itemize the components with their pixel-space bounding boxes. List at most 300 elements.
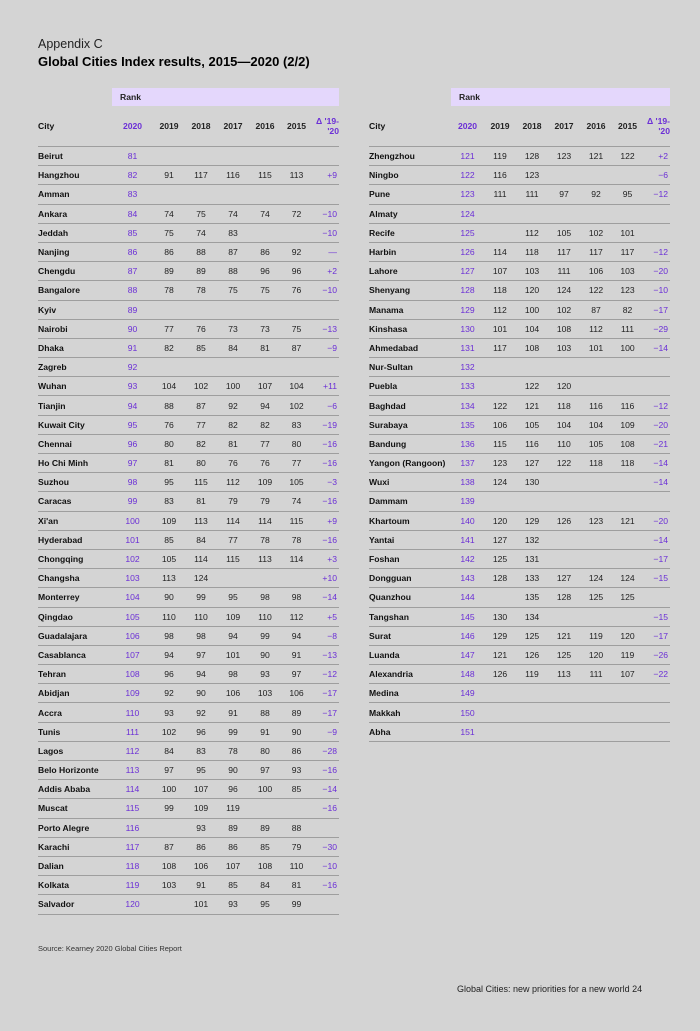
city-cell: Chongqing — [38, 549, 112, 568]
rank-2015-cell: 109 — [612, 415, 643, 434]
rank-2016-cell — [580, 358, 612, 377]
rank-2017-cell: 118 — [548, 396, 580, 415]
rank-2016-cell — [580, 492, 612, 511]
rank-2016-cell: 103 — [249, 684, 281, 703]
rank-2015-cell — [281, 147, 312, 166]
rank-2017-cell: 95 — [217, 588, 249, 607]
city-cell: Ningbo — [369, 166, 451, 185]
rank-2016-cell: 98 — [249, 588, 281, 607]
rank-2017-cell: 113 — [548, 665, 580, 684]
city-cell: Dammam — [369, 492, 451, 511]
delta-cell: −30 — [312, 837, 339, 856]
table-row — [38, 761, 339, 780]
rank-2019-cell: 92 — [153, 684, 185, 703]
rank-2017-cell: 79 — [217, 492, 249, 511]
rank-2017-cell: 86 — [217, 837, 249, 856]
rank-2020-cell: 135 — [451, 415, 484, 434]
rank-2020-cell: 125 — [451, 223, 484, 242]
rank-2016-cell: 106 — [580, 262, 612, 281]
table-row — [38, 722, 339, 741]
rank-2020-cell: 116 — [112, 818, 153, 837]
table-row — [38, 895, 339, 914]
rank-2018-cell: 89 — [185, 262, 217, 281]
rank-2016-cell: 95 — [249, 895, 281, 914]
rank-2017-cell: 110 — [548, 434, 580, 453]
delta-cell: −17 — [312, 703, 339, 722]
rank-2016-cell: 119 — [580, 626, 612, 645]
delta-cell — [643, 722, 670, 741]
rank-2019-cell: 102 — [153, 722, 185, 741]
rank-2017-cell — [548, 473, 580, 492]
delta-cell: −17 — [643, 626, 670, 645]
table-row — [369, 223, 670, 242]
rank-2018-cell: 91 — [185, 876, 217, 895]
rank-2016-cell — [249, 569, 281, 588]
table-row — [369, 262, 670, 281]
column-header-2020: 2020 — [451, 106, 484, 147]
rank-2017-cell: 126 — [548, 511, 580, 530]
city-cell: Surat — [369, 626, 451, 645]
rank-2019-cell: 99 — [153, 799, 185, 818]
rank-2015-cell: 104 — [281, 377, 312, 396]
delta-cell — [643, 588, 670, 607]
rank-2020-cell: 98 — [112, 473, 153, 492]
rank-2018-cell: 128 — [516, 147, 548, 166]
rank-2020-cell: 148 — [451, 665, 484, 684]
table-row — [38, 549, 339, 568]
rank-2019-cell: 119 — [484, 147, 516, 166]
rank-2020-cell: 108 — [112, 665, 153, 684]
city-cell: Ho Chi Minh — [38, 454, 112, 473]
rank-2017-cell: 103 — [548, 338, 580, 357]
city-cell: Abidjan — [38, 684, 112, 703]
rank-2015-cell: 76 — [281, 281, 312, 300]
delta-cell: −21 — [643, 434, 670, 453]
rank-2018-cell: 99 — [185, 588, 217, 607]
rank-2015-cell — [281, 300, 312, 319]
rank-2018-cell: 134 — [516, 607, 548, 626]
rank-2020-cell: 104 — [112, 588, 153, 607]
rank-2018-cell — [516, 684, 548, 703]
delta-cell — [312, 300, 339, 319]
city-cell: Lahore — [369, 262, 451, 281]
city-cell: Khartoum — [369, 511, 451, 530]
rank-2017-cell — [548, 607, 580, 626]
rank-2017-cell: 123 — [548, 147, 580, 166]
rank-2020-cell: 87 — [112, 262, 153, 281]
city-cell: Tianjin — [38, 396, 112, 415]
delta-cell: −16 — [312, 876, 339, 895]
table-row — [38, 684, 339, 703]
rank-2015-cell: 114 — [281, 549, 312, 568]
rank-2020-cell: 141 — [451, 530, 484, 549]
rank-2016-cell: 77 — [249, 434, 281, 453]
rank-2015-cell: 125 — [612, 588, 643, 607]
rank-2019-cell: 85 — [153, 530, 185, 549]
city-cell: Tangshan — [369, 607, 451, 626]
rank-2015-cell: 118 — [612, 454, 643, 473]
column-header-2016: 2016 — [249, 106, 281, 147]
rank-2017-cell: 75 — [217, 281, 249, 300]
column-header-2018: 2018 — [516, 106, 548, 147]
rank-2020-cell: 107 — [112, 645, 153, 664]
rank-2018-cell: 130 — [516, 473, 548, 492]
rank-2020-cell: 126 — [451, 242, 484, 261]
rank-2016-cell: 123 — [580, 511, 612, 530]
rank-2019-cell: 110 — [153, 607, 185, 626]
rank-2019-cell — [484, 223, 516, 242]
rank-2020-cell: 99 — [112, 492, 153, 511]
rank-2016-cell: 73 — [249, 319, 281, 338]
rank-2020-cell: 96 — [112, 434, 153, 453]
city-cell: Jeddah — [38, 223, 112, 242]
table-row — [369, 358, 670, 377]
table-row — [38, 492, 339, 511]
rank-2018-cell: 76 — [185, 319, 217, 338]
rank-2018-cell: 131 — [516, 549, 548, 568]
rank-2016-cell — [580, 549, 612, 568]
rank-2018-cell: 84 — [185, 530, 217, 549]
rank-2017-cell: 125 — [548, 645, 580, 664]
rank-2020-cell: 81 — [112, 147, 153, 166]
rank-2015-cell: 97 — [281, 665, 312, 684]
rank-2015-cell — [281, 569, 312, 588]
delta-cell: −16 — [312, 454, 339, 473]
rank-2015-cell: 119 — [612, 645, 643, 664]
rank-2019-cell: 123 — [484, 454, 516, 473]
table-row — [369, 166, 670, 185]
rank-2015-cell: 94 — [281, 626, 312, 645]
table-row — [369, 204, 670, 223]
city-cell: Hangzhou — [38, 166, 112, 185]
rank-2020-cell: 105 — [112, 607, 153, 626]
rank-2019-cell: 115 — [484, 434, 516, 453]
rank-2016-cell: 102 — [580, 223, 612, 242]
rank-2015-cell: 80 — [281, 434, 312, 453]
rank-2017-cell: 98 — [217, 665, 249, 684]
rank-2019-cell: 126 — [484, 665, 516, 684]
table-row — [38, 703, 339, 722]
table-row — [38, 434, 339, 453]
city-cell: Kolkata — [38, 876, 112, 895]
rank-2019-cell: 120 — [484, 511, 516, 530]
rank-2016-cell — [249, 223, 281, 242]
rank-2020-cell: 84 — [112, 204, 153, 223]
rank-2018-cell: 78 — [185, 281, 217, 300]
rank-2019-cell: 124 — [484, 473, 516, 492]
column-header-2019: 2019 — [153, 106, 185, 147]
column-header-2017: 2017 — [217, 106, 249, 147]
table-row — [369, 645, 670, 664]
delta-header-line1: Δ '19- — [646, 116, 670, 126]
city-cell: Wuxi — [369, 473, 451, 492]
delta-cell — [643, 358, 670, 377]
table-row — [369, 703, 670, 722]
table-row — [369, 319, 670, 338]
city-cell: Suzhou — [38, 473, 112, 492]
rank-2017-cell: 112 — [217, 473, 249, 492]
rank-2020-cell: 117 — [112, 837, 153, 856]
rank-2018-cell: 85 — [185, 338, 217, 357]
city-cell: Surabaya — [369, 415, 451, 434]
column-header-2018: 2018 — [185, 106, 217, 147]
rank-2020-cell: 82 — [112, 166, 153, 185]
delta-cell: −28 — [312, 741, 339, 760]
rank-2016-cell: 74 — [249, 204, 281, 223]
delta-cell: −14 — [643, 530, 670, 549]
rank-2019-cell — [153, 895, 185, 914]
delta-header-line1: Δ '19- — [315, 116, 339, 126]
delta-cell: −16 — [312, 434, 339, 453]
rank-2019-cell: 86 — [153, 242, 185, 261]
table-row — [38, 319, 339, 338]
rank-2017-cell — [217, 569, 249, 588]
rank-2020-cell: 113 — [112, 761, 153, 780]
rank-2019-cell — [484, 722, 516, 741]
table-row — [38, 166, 339, 185]
rank-2017-cell: 115 — [217, 549, 249, 568]
rank-2018-cell: 88 — [185, 242, 217, 261]
rank-2015-cell: 86 — [281, 741, 312, 760]
city-cell: Kinshasa — [369, 319, 451, 338]
rank-2020-cell: 95 — [112, 415, 153, 434]
rank-2016-cell: 85 — [249, 837, 281, 856]
table-row — [38, 645, 339, 664]
city-cell: Tunis — [38, 722, 112, 741]
rankings-table-left — [38, 88, 339, 915]
rank-2017-cell — [217, 147, 249, 166]
delta-cell: −19 — [312, 415, 339, 434]
delta-cell: −17 — [643, 300, 670, 319]
rank-2018-cell: 129 — [516, 511, 548, 530]
rank-2015-cell: 75 — [281, 319, 312, 338]
table-row — [38, 454, 339, 473]
rank-2017-cell: 96 — [217, 780, 249, 799]
delta-cell — [312, 147, 339, 166]
city-cell: Makkah — [369, 703, 451, 722]
rank-2020-cell: 112 — [112, 741, 153, 760]
rank-2018-cell — [516, 358, 548, 377]
city-cell: Nur-Sultan — [369, 358, 451, 377]
rank-2018-cell: 87 — [185, 396, 217, 415]
rank-2017-cell: 106 — [217, 684, 249, 703]
table-row — [38, 626, 339, 645]
rank-2020-cell: 129 — [451, 300, 484, 319]
rank-2019-cell: 87 — [153, 837, 185, 856]
rank-2015-cell: 122 — [612, 147, 643, 166]
rank-2019-cell — [484, 492, 516, 511]
table-row — [369, 626, 670, 645]
rank-2017-cell: 92 — [217, 396, 249, 415]
table-row — [38, 741, 339, 760]
rank-2017-cell: 119 — [217, 799, 249, 818]
rank-2015-cell: 87 — [281, 338, 312, 357]
rank-2015-cell: 74 — [281, 492, 312, 511]
rank-2017-cell — [548, 358, 580, 377]
rank-2017-cell: 91 — [217, 703, 249, 722]
delta-cell: −10 — [312, 223, 339, 242]
city-cell: Kuwait City — [38, 415, 112, 434]
rank-2020-cell: 128 — [451, 281, 484, 300]
table-row — [38, 665, 339, 684]
rank-2016-cell: 81 — [249, 338, 281, 357]
table-row — [369, 511, 670, 530]
rank-2018-cell: 101 — [185, 895, 217, 914]
rank-2017-cell: 107 — [217, 856, 249, 875]
table-row — [38, 204, 339, 223]
city-cell: Foshan — [369, 549, 451, 568]
rank-2017-cell: 108 — [548, 319, 580, 338]
rank-2016-cell: 75 — [249, 281, 281, 300]
rank-2016-cell: 90 — [249, 645, 281, 664]
rank-2020-cell: 134 — [451, 396, 484, 415]
rank-2015-cell — [612, 166, 643, 185]
rank-2020-cell: 118 — [112, 856, 153, 875]
table-row — [38, 358, 339, 377]
city-cell: Manama — [369, 300, 451, 319]
rank-2016-cell: 84 — [249, 876, 281, 895]
rank-2018-cell: 124 — [185, 569, 217, 588]
page-footer: Global Cities: new priorities for a new world 24 — [457, 984, 643, 994]
rank-2016-cell: 80 — [249, 741, 281, 760]
rank-2016-cell: 101 — [580, 338, 612, 357]
table-row — [369, 242, 670, 261]
rank-2019-cell: 76 — [153, 415, 185, 434]
table-row — [38, 530, 339, 549]
city-cell: Dhaka — [38, 338, 112, 357]
rank-2019-cell — [484, 377, 516, 396]
city-cell: Harbin — [369, 242, 451, 261]
rank-2016-cell: 114 — [249, 511, 281, 530]
city-cell: Wuhan — [38, 377, 112, 396]
rank-2015-cell: 82 — [612, 300, 643, 319]
rank-2019-cell — [484, 204, 516, 223]
city-cell: Shenyang — [369, 281, 451, 300]
rank-2017-cell: 102 — [548, 300, 580, 319]
city-cell: Changsha — [38, 569, 112, 588]
delta-cell — [643, 492, 670, 511]
rank-2015-cell — [612, 358, 643, 377]
rank-2017-cell: 109 — [217, 607, 249, 626]
rank-2015-cell — [281, 185, 312, 204]
rank-2018-cell: 132 — [516, 530, 548, 549]
rank-2018-cell: 97 — [185, 645, 217, 664]
rank-2016-cell: 124 — [580, 569, 612, 588]
city-cell: Addis Ababa — [38, 780, 112, 799]
delta-cell: −16 — [312, 530, 339, 549]
rank-2016-cell: 113 — [249, 549, 281, 568]
rank-2017-cell: 90 — [217, 761, 249, 780]
rank-2020-cell: 130 — [451, 319, 484, 338]
rank-2016-cell: 109 — [249, 473, 281, 492]
rank-2019-cell — [153, 358, 185, 377]
city-cell: Luanda — [369, 645, 451, 664]
rank-2016-cell: 125 — [580, 588, 612, 607]
rank-2018-cell: 113 — [185, 511, 217, 530]
rank-2018-cell: 92 — [185, 703, 217, 722]
delta-cell: −22 — [643, 665, 670, 684]
rank-2019-cell: 78 — [153, 281, 185, 300]
table-row — [369, 530, 670, 549]
rank-2015-cell — [612, 530, 643, 549]
rank-2020-cell: 139 — [451, 492, 484, 511]
city-cell: Chennai — [38, 434, 112, 453]
rank-2016-cell: 88 — [249, 703, 281, 722]
rank-2017-cell: 114 — [217, 511, 249, 530]
rank-2019-cell: 122 — [484, 396, 516, 415]
rank-2017-cell — [217, 185, 249, 204]
delta-cell: −20 — [643, 262, 670, 281]
right-table-body — [369, 147, 670, 742]
rank-2018-cell — [185, 185, 217, 204]
rank-2017-cell: 122 — [548, 454, 580, 473]
rank-2019-cell: 111 — [484, 185, 516, 204]
rank-2018-cell: 100 — [516, 300, 548, 319]
rank-2017-cell: 97 — [548, 185, 580, 204]
table-row — [38, 588, 339, 607]
rank-2016-cell: 96 — [249, 262, 281, 281]
rank-2018-cell: 117 — [185, 166, 217, 185]
table-row — [38, 223, 339, 242]
rank-2019-cell: 121 — [484, 645, 516, 664]
rank-2016-cell — [580, 377, 612, 396]
rank-2018-cell: 75 — [185, 204, 217, 223]
city-cell: Casablanca — [38, 645, 112, 664]
rank-2020-cell: 149 — [451, 684, 484, 703]
rank-2020-cell: 143 — [451, 569, 484, 588]
rank-2019-cell: 106 — [484, 415, 516, 434]
rank-2020-cell: 93 — [112, 377, 153, 396]
rank-2015-cell: 112 — [281, 607, 312, 626]
table-row — [38, 473, 339, 492]
table-row — [369, 434, 670, 453]
rank-2017-cell — [548, 684, 580, 703]
rank-2016-cell: 94 — [249, 396, 281, 415]
delta-cell: −29 — [643, 319, 670, 338]
rank-2018-cell: 93 — [185, 818, 217, 837]
delta-cell: −12 — [643, 242, 670, 261]
table-row — [38, 799, 339, 818]
rank-2019-cell: 75 — [153, 223, 185, 242]
delta-cell: −6 — [312, 396, 339, 415]
rank-2015-cell: 123 — [612, 281, 643, 300]
rank-2015-cell: 79 — [281, 837, 312, 856]
rank-2016-cell: 122 — [580, 281, 612, 300]
rank-2015-cell: 106 — [281, 684, 312, 703]
rank-2018-cell — [516, 492, 548, 511]
rank-2016-cell: 105 — [580, 434, 612, 453]
city-cell: Hyderabad — [38, 530, 112, 549]
rank-2015-cell: 121 — [612, 511, 643, 530]
column-header-2017: 2017 — [548, 106, 580, 147]
rank-2015-cell — [612, 492, 643, 511]
rank-2018-cell — [185, 147, 217, 166]
rank-2018-cell — [185, 300, 217, 319]
table-row — [369, 147, 670, 166]
rank-2020-cell: 137 — [451, 454, 484, 473]
column-header-2016: 2016 — [580, 106, 612, 147]
table-row — [38, 780, 339, 799]
rank-2016-cell — [580, 703, 612, 722]
rank-2016-cell: 87 — [580, 300, 612, 319]
rank-2019-cell: 74 — [153, 204, 185, 223]
delta-cell — [312, 895, 339, 914]
city-cell: Lagos — [38, 741, 112, 760]
rank-2015-cell: 83 — [281, 415, 312, 434]
rank-2015-cell: 115 — [281, 511, 312, 530]
table-row — [38, 818, 339, 837]
rank-2020-cell: 120 — [112, 895, 153, 914]
